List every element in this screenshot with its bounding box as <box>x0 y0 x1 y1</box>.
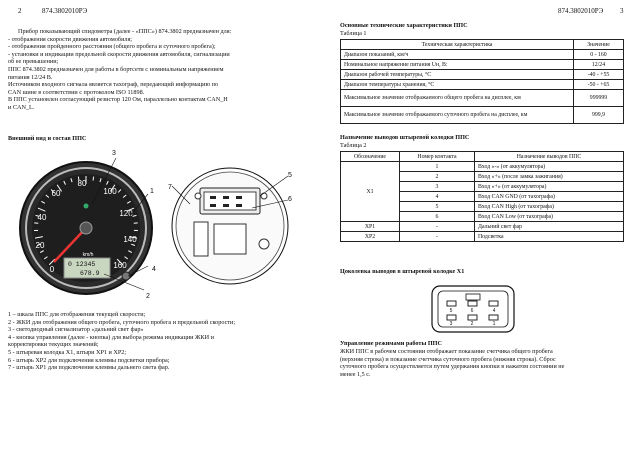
table-cell: Диапазон температуры хранения, °С <box>341 80 574 90</box>
table-header: Техническая характеристика <box>341 40 574 50</box>
table-cell: Диапазон рабочей температуры, °С <box>341 70 574 80</box>
callout-2: 2 <box>146 293 150 300</box>
gauge-tick-label: 40 <box>37 213 47 222</box>
callout-3: 3 <box>112 150 116 157</box>
intro-line: - отображения пройденного расстояния (общего пробега и суточного пробега); <box>8 43 216 51</box>
table-row <box>341 60 624 70</box>
gauge-tick-label: 20 <box>35 241 45 250</box>
legend-item: 5 - штыревая колодка Х1, штыри ХР1 и ХР2; <box>8 348 127 356</box>
table-cell: Вход CAN GND (от тахографа) <box>475 192 624 202</box>
gauge-tick-label: 160 <box>113 261 127 270</box>
lcd-odometer: 0 12345 <box>68 261 96 268</box>
legend-item: 6 - штырь ХР2 для подключения клеммы подсветки прибора; <box>8 356 170 364</box>
pin-label: 4 <box>492 308 496 314</box>
table-cell: Вход «+» (от аккумулятора) <box>475 182 624 192</box>
table1-caption: Таблица 1 <box>340 30 367 37</box>
high-beam-led <box>84 204 89 209</box>
table-row <box>341 232 624 242</box>
intro-line: - установки и индикации предельной скорости движения автомобиля, сигнализации <box>8 50 230 58</box>
specs-table <box>340 39 624 124</box>
left-doc-code: 874.3802010РЭ <box>42 7 88 15</box>
control-button <box>122 272 130 280</box>
lcd-trip: 678.9 <box>80 270 100 277</box>
table-row <box>341 70 624 80</box>
pin-label: 2 <box>470 321 474 327</box>
table-cell: 1 <box>400 162 475 172</box>
pins-table <box>340 151 624 242</box>
table-cell: Подсветка <box>475 232 624 242</box>
intro-line: питания 12/24 В. <box>8 73 53 81</box>
connector-pinout-illustration <box>428 282 520 338</box>
control-line: суточного пробега осуществляется путем удержания кнопки в нажатом состоянии не <box>340 363 565 371</box>
pin-label: 3 <box>449 321 453 327</box>
table-cell: 4 <box>400 192 475 202</box>
gauge-tick-label: 0 <box>49 265 55 274</box>
gauge-tick-label: 80 <box>77 179 87 188</box>
table-header: Значение <box>574 40 624 50</box>
table-cell: Вход «-» (от аккумулятора) <box>475 162 624 172</box>
gauge-unit: km/h <box>82 252 94 258</box>
table-cell: ХР2 <box>341 232 400 242</box>
intro-line: об ее превышении; <box>8 58 59 66</box>
table-row <box>341 50 624 60</box>
specs-title: Основные технические характеристики ППС <box>340 22 468 29</box>
table-cell: - <box>400 222 475 232</box>
table-cell: 5 <box>400 202 475 212</box>
table-row <box>341 80 624 90</box>
component-legend <box>8 311 308 372</box>
table-row <box>341 90 624 107</box>
table-header: Номер контакта <box>400 152 475 162</box>
table-cell: 0 - 160 <box>574 50 624 60</box>
table-cell: -40 - +55 <box>574 70 624 80</box>
table-cell: ХР1 <box>341 222 400 232</box>
table-header-row <box>341 152 624 162</box>
legend-item: 3 - светодиодный сигнализатор «дальний свет фар» <box>8 326 144 334</box>
gauge-tick-label: 120 <box>119 209 133 218</box>
table-cell: 3 <box>400 182 475 192</box>
control-title: Управление режимами работы ППС <box>340 340 442 347</box>
table-cell: 6 <box>400 212 475 222</box>
control-text <box>340 348 630 378</box>
legend-item: 4 - кнопка управления (далее - кнопка) для выбора режима индикации ЖКИ и <box>8 333 214 341</box>
table-cell: Максимальное значение отображаемого общего пробега на дисплее, км <box>341 90 574 107</box>
intro-line: - отображения скорости движения автомобиля; <box>8 35 133 43</box>
legend-item: корректировки текущих значений; <box>8 341 99 349</box>
table-cell: Диапазон показаний, км/ч <box>341 50 574 60</box>
callout-5: 5 <box>288 172 292 179</box>
pins-title: Назначение выводов штыревой колодки ППС <box>340 134 470 141</box>
right-page-number: 3 <box>620 7 624 15</box>
table-cell: - <box>400 232 475 242</box>
callout-1: 1 <box>150 188 154 195</box>
legend-item: 2 - ЖКИ для отображения общего пробега, суточного пробега и предельной скорости; <box>8 318 236 326</box>
callout-6: 6 <box>288 196 292 203</box>
appearance-section-title: Внешний вид и состав ППС <box>8 135 87 142</box>
intro-line: CAN шине в соответствии с протоколом ISO 11898. <box>8 88 145 96</box>
legend-item: 1 – шкала ППС для отображения текущей скорости; <box>8 311 146 318</box>
table-cell: Вход CAN Low (от тахографа) <box>475 212 624 222</box>
table-cell: 999,9 <box>574 107 624 124</box>
table-header-row <box>341 40 624 50</box>
intro-text <box>8 28 308 112</box>
speedometer-front-illustration <box>8 148 168 308</box>
intro-line: и CAN_L. <box>8 103 35 111</box>
table-cell: Номинальное напряжение питания Uн, В: <box>341 60 574 70</box>
intro-line: В ППС установлен согласующий резистор 120 Ом, параллельно контактам CAN_H <box>8 96 228 104</box>
intro-line: Прибор показывающий спидометра (далее - «ППС») 874.3802 предназначен для: <box>18 28 232 35</box>
intro-line: ППС 874.3802 предназначен для работы в бортсети с номинальным напряжением <box>8 65 224 73</box>
gauge-tick-label: 60 <box>51 189 61 198</box>
callout-4: 4 <box>152 266 156 273</box>
table-row <box>341 107 624 124</box>
pinout-title: Цоколевка выводов в штыревой колодке Х1 <box>340 268 465 275</box>
control-line: менее 1,5 с. <box>340 370 371 378</box>
pin-label: 1 <box>492 321 496 327</box>
table-cell: 2 <box>400 172 475 182</box>
table-cell: Максимальное значение отображаемого суточного пробега на дисплее, км <box>341 107 574 124</box>
table-cell: Дальний свет фар <box>475 222 624 232</box>
pin-label: 6 <box>470 308 474 314</box>
needle-hub <box>80 222 92 234</box>
table-row <box>341 162 624 172</box>
table-cell: -50 - +65 <box>574 80 624 90</box>
table-cell: 12/24 <box>574 60 624 70</box>
table-cell-group: X1 <box>341 162 400 222</box>
gauge-tick-label: 140 <box>123 235 137 244</box>
control-line: ЖКИ ППС в рабочем состоянии отображает показание счетчика общего пробега <box>340 348 553 355</box>
table-cell: Вход «+» (после замка зажигания) <box>475 172 624 182</box>
intro-line: Источником входного сигнала является тахограф, передающий информацию по <box>8 81 219 89</box>
right-doc-code: 874.3802010РЭ <box>558 7 604 15</box>
control-line: (верхняя строка) и показание счетчика суточного пробега (нижняя строка). Сброс <box>340 355 556 363</box>
pin-label: 5 <box>449 308 453 314</box>
table-header: Обозначение <box>341 152 400 162</box>
left-page-number: 2 <box>18 7 22 15</box>
table-row <box>341 222 624 232</box>
callout-7: 7 <box>168 184 172 191</box>
table-cell: Вход CAN High (от тахографа) <box>475 202 624 212</box>
table2-caption: Таблица 2 <box>340 142 367 149</box>
gauge-tick-mark <box>93 177 94 181</box>
table-header: Назначение выводов ППС <box>475 152 624 162</box>
speedometer-back-illustration <box>168 162 298 292</box>
table-cell: 999999 <box>574 90 624 107</box>
legend-item: 7 - штырь ХР1 для подключения клеммы дальнего света фар. <box>8 364 170 372</box>
gauge-tick-label: 100 <box>103 187 117 196</box>
